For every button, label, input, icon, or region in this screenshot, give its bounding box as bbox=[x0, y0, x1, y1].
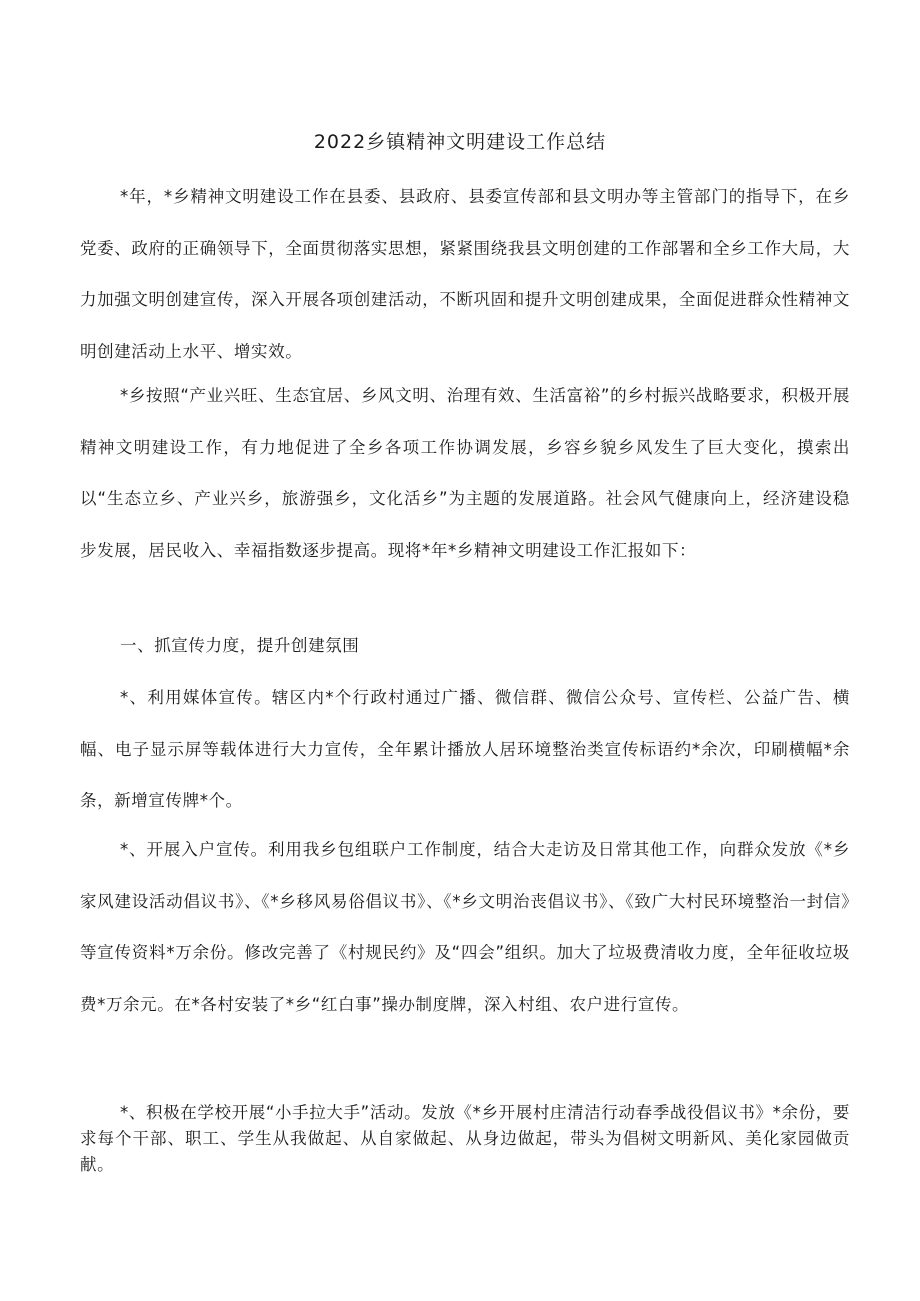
item-media-publicity: *、利用媒体宣传。辖区内*个行政村通过广播、微信群、微信公众号、宣传栏、公益广告、横幅、电子显示屏等载体进行大力宣传，全年累计播放人居环境整治类宣传标语约*余次，印刷横幅*余条，新增宣传牌*个。 bbox=[80, 688, 850, 810]
item-household-publicity: *、开展入户宣传。利用我乡包组联户工作制度，结合大走访及日常其他工作，向群众发放《*乡家风建设活动倡议书》、《*乡移风易俗倡议书》、《*乡文明治丧倡议书》、《致广大村民环境整治一封信》等宣传资料*万余份。修改完善了《村规民约》及“四会”组织。加大了垃圾费清收力度，全年征收垃圾费*万余元。在*各村安装了*乡“红白事”操办制度牌，深入村组、农户进行宣传。 bbox=[80, 840, 850, 1014]
item-school-activity: *、积极在学校开展“小手拉大手”活动。发放《*乡开展村庄清洁行动春季战役倡议书》*余份，要求每个干部、职工、学生从我做起、从自家做起、从身边做起，带头为倡树文明新风、美化家园做贡献。 bbox=[80, 1103, 850, 1174]
intro-paragraph: *年，*乡精神文明建设工作在县委、县政府、县委宣传部和县文明办等主管部门的指导下，在乡党委、政府的正确领导下，全面贯彻落实思想，紧紧围绕我县文明创建的工作部署和全乡工作大局，大力加强文明创建宣传，深入开展各项创建活动，不断巩固和提升文明创建成果，全面促进群众性精神文明创建活动上水平、增实效。 bbox=[80, 187, 850, 361]
overview-paragraph: *乡按照“产业兴旺、生态宜居、乡风文明、治理有效、生活富裕”的乡村振兴战略要求，积极开展精神文明建设工作，有力地促进了全乡各项工作协调发展，乡容乡貌乡风发生了巨大变化，摸索出以“生态立乡、产业兴乡，旅游强乡，文化活乡”为主题的发展道路。社会风气健康向上，经济建设稳步发展，居民收入、幸福指数逐步提高。现将*年*乡精神文明建设工作汇报如下： bbox=[80, 386, 850, 560]
section-heading: 一、抓宣传力度，提升创建氛围 bbox=[120, 636, 360, 655]
document-title: 2022乡镇精神文明建设工作总结 bbox=[313, 131, 607, 153]
